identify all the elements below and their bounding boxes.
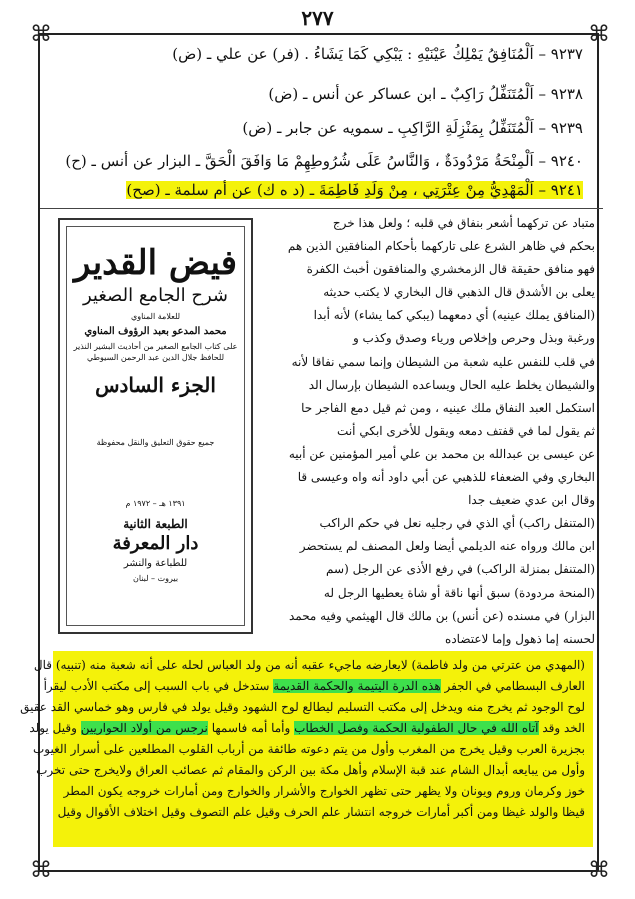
footnote-line: خوز وكرمان وروم ويونان ولا يظهر حتى تظهر الخوارج والأشرار والخوارج ومن أمارات خروجه يكون المطر (63, 784, 585, 798)
page-number: ٢٧٧ (301, 6, 334, 30)
commentary-line: عن عيسى بن عبدالله بن محمد بن علي أمير المؤمنين عن أبيه (288, 446, 595, 461)
book-part: الجزء السادس (95, 373, 216, 397)
book-cover-frame (66, 226, 245, 626)
green-highlight: آتاه الله في حال الطفولية الحكمة وفصل الخطاب (294, 721, 539, 735)
top-border (38, 33, 598, 35)
commentary-line: ورغبة وبذل وحرص وإخلاص ورياء وصدق وكذب و (352, 331, 595, 346)
book-rights: جميع حقوق التعليق والنقل محفوظة (96, 438, 215, 447)
footnote-line: قيظا والولد غيظا ومن أكبر أمارات خروجه انتشار علم الحرف وقيل علم التصوف وقيل اختلاف الأقوال وقيل (57, 805, 585, 819)
book-city: بيروت – لبنان (132, 574, 179, 583)
right-border (597, 33, 599, 871)
section-divider (40, 208, 603, 209)
commentary-line: فهو منافق حقيقة قال الزمخشري والمنافقون أخبث الكفرة (306, 262, 595, 277)
book-edition: الطبعة الثانية (123, 517, 188, 531)
footnote-line: وأول من يبايعه أبدال الشام عند قبة الإسلام وأهل مكة بين الركن والمقام ثم عصائب العراق ولايخرج حتى تخرب (36, 763, 585, 777)
commentary-line: (المنافق يملك عينيه) أي دمعهما (يبكي كما يشاء) لأنه أبدا (313, 308, 595, 323)
commentary-line: والشيطان يخلط عليه الحال ويساعده الشيطان بإرسال الد (308, 377, 595, 392)
book-description: على كتاب الجامع الصغير من أحاديث البشير النذير للحافظ جلال الدين عبد الرحمن السيوطي (73, 342, 238, 362)
book-title: فيض القدير (73, 243, 238, 283)
hadith-line: ٩٢٣٧ – اَلْمُنَافِقُ يَمْلِكُ عَيْنَيْهِ : يَبْكِي كَمَا يَشَاءُ . (فر) عن علي ـ (ض) (172, 45, 583, 63)
commentary-line: استكمل العبد النفاق ملك عينيه ، ومن ثم قيل دمع الفاجر حا (301, 400, 595, 415)
commentary-line: لحسنه إما ذهول وإما لاعتضاده (445, 631, 595, 646)
book-author-line: للعلامة المناوي (130, 312, 181, 321)
corner-ornament-top-right: ⌘ (588, 22, 610, 47)
footnote-line: بجزيرة العرب وقيل يخرج من المغرب وأول من يتم دعوته طائفة من أرباب القلوب المطلعين على أسرار الغيوب (32, 742, 585, 756)
footnote-highlighted (20, 651, 593, 847)
commentary-line: (المنحة مردودة) سبق أنها ناقة أو شاة يعطيها الرجل له (323, 585, 595, 600)
footnote-line: لوح الوجود ثم يخرج منه ويدخل إلى مكتب التسليم ليطالع لوح الشهود وقيل يولد في فارس وهو خماسي القد عقيق (20, 700, 585, 714)
footnote-line: العارف البسطامي في الجفر هذه الدرة اليتيمة والحكمة القديمة ستدخل في باب السبب إلى مكتب الأدب ليقرأ (43, 679, 585, 693)
commentary-line: في قلب للنفس عليه شعبة من الشيطان وإنما سمي نفاقا لأنه (291, 354, 595, 369)
footnote-line: (المهدي من عترتي من ولد فاطمة) لايعارضه ماجيء عقبه أنه من ولد العباس لحله على أنه شعبة منه (تنبيه) قال (33, 658, 585, 672)
commentary-line: البخاري وفي الضعفاء للذهبي عن أبي داود أنه واه وعيسى قا (297, 470, 595, 485)
commentary-line: (المتنفل بمنزلة الراكب) في رفع الأذى عن الرجل (سم (326, 562, 595, 577)
hadith-line-highlighted: ٩٢٤١ – اَلْمَهْدِيُّ مِنْ عِتْرَتِي ، مِنْ وَلَدِ فَاطِمَةَ ـ (د ه ك) عن أم سلمة ـ (صح) (126, 181, 583, 199)
commentary-line: بحكم في ظاهر الشرع على تاركهما بأحكام المنافقين الذين هم (287, 239, 595, 254)
commentary-line: ثم يقول لما في قفتف دمعه ويقول للأخرى ابكي أنت (337, 423, 595, 438)
footnote-line: الخد وقد آتاه الله في حال الطفولية الحكمة وفصل الخطاب وأما أمه فاسمها نرجس من أولاد الحواريين وقيل يولد (29, 721, 585, 735)
book-author: محمد المدعو بعبد الرؤوف المناوي (84, 326, 227, 337)
hadith-line: ٩٢٤٠ – اَلْمِنْحَةُ مَرْدُودَةٌ ، وَالنَّاسُ عَلَى شُرُوطِهِمْ مَا وَافَقَ الْحَقَّ ـ البزار عن أنس ـ (ح) (65, 152, 583, 170)
book-publisher-sub: للطباعة والنشر (123, 558, 188, 569)
bottom-border (38, 870, 598, 872)
hadith-line: ٩٢٣٨ – اَلْمُتَنَفِّلُ رَاكِبٌ ـ ابن عساكر عن أنس ـ (ض) (268, 85, 583, 103)
commentary-line: البزار) في مسنده (عن أنس) بن مالك قال الهيثمي وفيه محمد (288, 608, 595, 623)
corner-ornament-top-left: ⌘ (30, 22, 52, 47)
green-highlight: هذه الدرة اليتيمة والحكمة القديمة (273, 679, 441, 693)
commentary-column (267, 212, 595, 651)
corner-ornament-bottom-right: ⌘ (588, 858, 610, 883)
commentary-line: وقال ابن عدي ضعيف جدا (468, 493, 595, 508)
commentary-line: يعلى بن الأشدق قال الذهبي قال البخاري لا يكتب حديثه (323, 285, 595, 300)
commentary-line: (المتنفل راكب) أي الذي في رجليه نعل في حكم الراكب (319, 516, 595, 531)
book-year: ١٣٩١ هـ – ١٩٧٢ م (125, 499, 186, 508)
hadith-line: ٩٢٣٩ – اَلْمُتَنَفِّلُ بِمَنْزِلَةِ الرَّاكِبِ ـ سمويه عن جابر ـ (ض) (242, 119, 583, 137)
commentary-line: ابن مالك ورواه عنه الديلمي أيضا ولعل المصنف لم يستحضر (299, 539, 595, 554)
book-subtitle: شرح الجامع الصغير (82, 285, 229, 306)
book-cover-image (58, 218, 253, 634)
book-publisher: دار المعرفة (112, 533, 199, 554)
green-highlight: نرجس من أولاد الحواريين (80, 721, 208, 735)
corner-ornament-bottom-left: ⌘ (30, 858, 52, 883)
commentary-line: متباد عن تركهما أشعر بنفاق في قلبه ؛ ولعل هذا خرج (332, 216, 595, 230)
